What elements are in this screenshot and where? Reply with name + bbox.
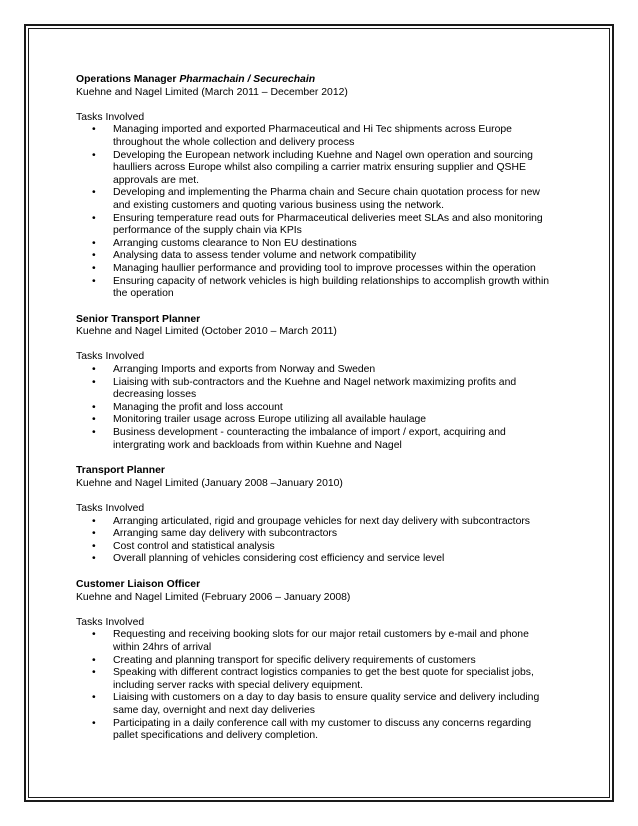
task-item: • Cost control and statistical analysis <box>76 541 556 554</box>
task-item: • Managing imported and exported Pharmaceutical and Hi Tec shipments across Europe throughout the whole collection and delivery process <box>76 124 556 149</box>
task-item: • Developing the European network including Kuehne and Nagel own operation and sourcing haulliers across Europe whilst also compiling a carrier matrix ensuring supplier and QSHE approvals are met. <box>76 150 556 188</box>
employer-line: Kuehne and Nagel Limited (February 2006 – January 2008) <box>76 591 351 603</box>
job-title <box>76 74 556 87</box>
employer-line: Kuehne and Nagel Limited (January 2008 –January 2010) <box>76 477 343 489</box>
job-title-suffix: Pharmachain / Securechain <box>179 74 316 85</box>
task-list <box>76 364 556 452</box>
employer-line: Kuehne and Nagel Limited (October 2010 – March 2011) <box>76 326 337 338</box>
task-item: • Overall planning of vehicles considering cost efficiency and service level <box>76 553 556 566</box>
task-item: • Arranging customs clearance to Non EU destinations <box>76 238 556 251</box>
job-title: Transport Planner <box>76 465 165 477</box>
task-item: • Analysing data to assess tender volume and network compatibility <box>76 250 556 263</box>
job-customer-liaison-officer <box>76 579 556 743</box>
task-list <box>76 124 556 300</box>
job-transport-planner <box>76 465 556 566</box>
tasks-label: Tasks Involved <box>76 503 145 514</box>
tasks-label: Tasks Involved <box>76 351 145 363</box>
job-operations-manager <box>76 74 556 301</box>
task-item: • Arranging articulated, rigid and groupage vehicles for next day delivery with subcontractors <box>76 516 556 529</box>
task-item: • Developing and implementing the Pharma chain and Secure chain quotation process for new and existing customers and quoting various business using the network. <box>76 187 556 212</box>
task-item: • Ensuring temperature read outs for Pharmaceutical deliveries meet SLAs and also monitoring performance of the supply chain via KPIs <box>76 213 556 238</box>
job-title-text: Operations Manager <box>76 74 177 85</box>
task-item: • Managing haullier performance and providing tool to improve processes within the operation <box>76 263 556 276</box>
task-item: • Managing the profit and loss account <box>76 402 556 415</box>
tasks-label: Tasks Involved <box>76 616 145 628</box>
task-item: • Ensuring capacity of network vehicles is high building relationships to accomplish growth within the operation <box>76 276 556 301</box>
resume-content <box>76 74 556 756</box>
tasks-label: Tasks Involved <box>76 111 145 123</box>
job-senior-transport-planner <box>76 314 556 453</box>
job-title: Customer Liaison Officer <box>76 578 201 590</box>
task-item: • Participating in a daily conference call with my customer to discuss any concerns regarding pallet specifications and delivery completion. <box>76 718 556 743</box>
employer-line: Kuehne and Nagel Limited (March 2011 – December 2012) <box>76 86 348 98</box>
task-item: • Requesting and receiving booking slots for our major retail customers by e-mail and phone within 24hrs of arrival <box>76 629 556 654</box>
task-item: • Liaising with customers on a day to day basis to ensure quality service and delivery including same day, overnight and next day deliveries <box>76 692 556 717</box>
job-title: Senior Transport Planner <box>76 313 201 325</box>
task-list <box>76 629 556 742</box>
task-item: • Arranging same day delivery with subcontractors <box>76 528 556 541</box>
task-list <box>76 516 556 566</box>
task-item: • Arranging Imports and exports from Norway and Sweden <box>76 364 556 377</box>
task-item: • Business development - counteracting the imbalance of import / export, acquiring and intergrating work and backloads from within Kuehne and Nagel <box>76 427 556 452</box>
task-item: • Creating and planning transport for specific delivery requirements of customers <box>76 655 556 668</box>
task-item: • Monitoring trailer usage across Europe utilizing all available haulage <box>76 414 556 427</box>
task-item: • Liaising with sub-contractors and the Kuehne and Nagel network maximizing profits and decreasing losses <box>76 377 556 402</box>
task-item: • Speaking with different contract logistics companies to get the best quote for specialist jobs, including server racks with special delivery equipment. <box>76 667 556 692</box>
